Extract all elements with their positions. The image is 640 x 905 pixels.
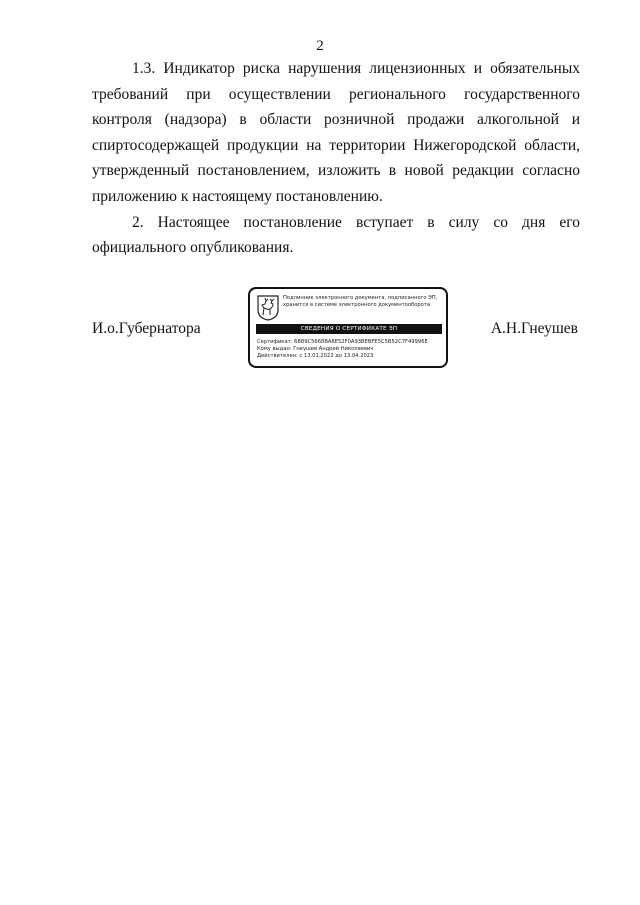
document-body [92, 56, 580, 261]
certificate-info-bar: СВЕДЕНИЯ О СЕРТИФИКАТЕ ЭП [256, 324, 442, 334]
stamp-header-line2: хранится в системе электронного документооборота [283, 302, 431, 308]
stamp-header-line1: Подлинник электронного документа, подписанного ЭП, [283, 295, 438, 301]
certificate-validity: Действителен: с 13.01.2022 до 13.04.2023 [257, 353, 374, 359]
stamp-header [283, 295, 445, 309]
coat-of-arms-icon [257, 295, 279, 321]
signatory-position: И.о.Губернатора [92, 320, 201, 337]
page-number: 2 [316, 38, 324, 54]
paragraph-1-3: 1.3. Индикатор риска нарушения лицензионных и обязательных требований при осуществлении регионального государственного контроля (надзора) в области розничной продажи алкогольной и спиртосодержащей продукции на территории Нижегородской области, утвержденный постановлением, изложить в новой редакции согласно приложению к настоящему постановлению. [92, 60, 580, 205]
paragraph-2: 2. Настоящее постановление вступает в силу со дня его официального опубликования. [92, 213, 580, 257]
certificate-owner: Кому выдан: Гнеушев Андрей Николаевич [257, 346, 374, 352]
signatory-name: А.Н.Гнеушев [490, 320, 578, 337]
certificate-number: Сертификат: 6B89C5668BA8E52F0A93BEBFE5C5B52C7F49996E [257, 339, 428, 345]
electronic-signature-stamp [248, 287, 448, 368]
certificate-details [257, 339, 445, 360]
